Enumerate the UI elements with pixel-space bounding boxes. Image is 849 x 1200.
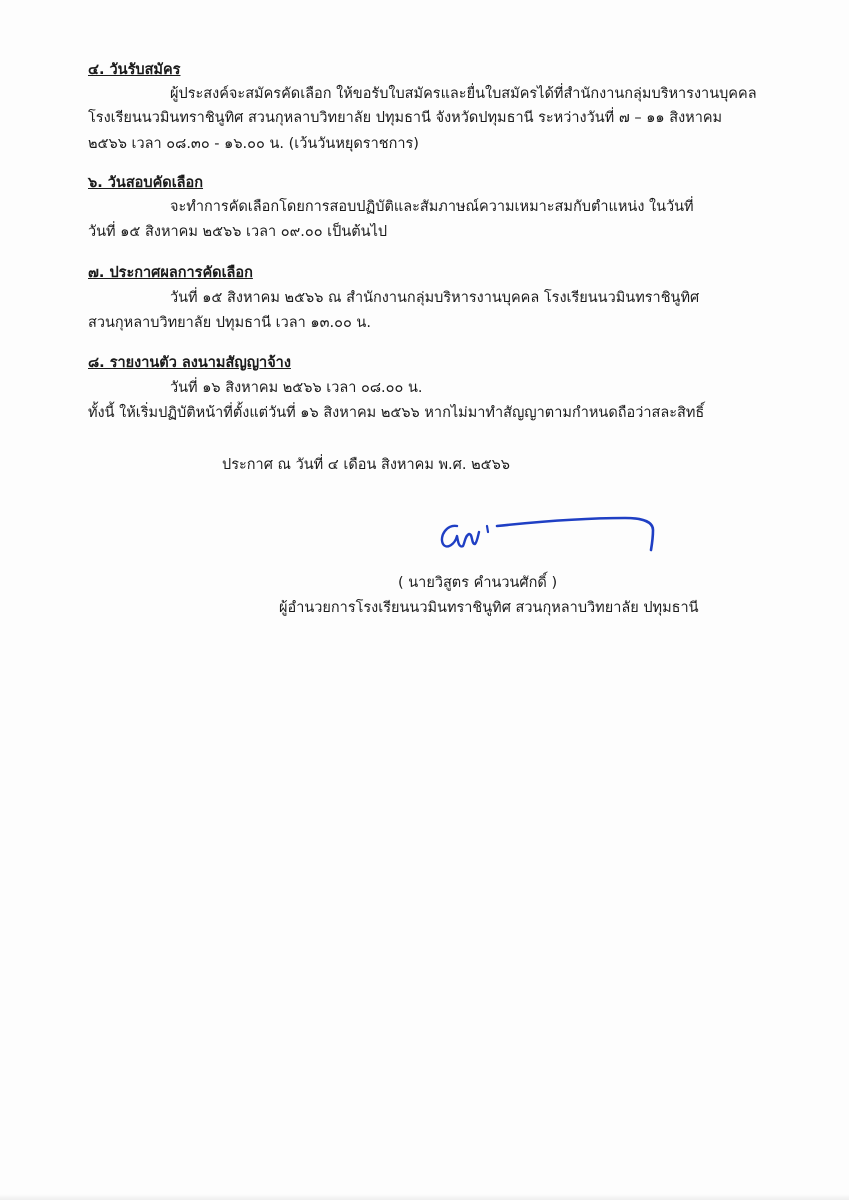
section-6-heading: ๖. วันสอบคัดเลือก: [88, 175, 204, 191]
section-8-line-1: วันที่ ๑๖ สิงหาคม ๒๕๖๖ เวลา ๐๘.๐๐ น.: [170, 380, 423, 396]
section-7-line-2: สวนกุหลาบวิทยาลัย ปทุมธานี เวลา ๑๓.๐๐ น.: [88, 315, 371, 331]
handwritten-signature: [435, 512, 665, 562]
section-8-heading: ๘. รายงานตัว ลงนามสัญญาจ้าง: [88, 355, 291, 371]
section-4-heading: ๔. วันรับสมัคร: [88, 62, 181, 78]
announcement-date: ประกาศ ณ วันที่ ๔ เดือน สิงหาคม พ.ศ. ๒๕๖๖: [222, 457, 511, 473]
scan-edge-shadow: [0, 1194, 849, 1200]
section-8-line-2: ทั้งนี้ ให้เริ่มปฏิบัติหน้าที่ตั้งแต่วันที่ ๑๖ สิงหาคม ๒๕๖๖ หากไม่มาทำสัญญาตามกำหนดถือว่าสละสิทธิ์: [88, 405, 705, 421]
section-6-line-1: จะทำการคัดเลือกโดยการสอบปฏิบัติและสัมภาษณ์ความเหมาะสมกับตำแหน่ง ในวันที่: [170, 199, 694, 215]
section-6-line-2: วันที่ ๑๕ สิงหาคม ๒๕๖๖ เวลา ๐๙.๐๐ เป็นต้นไป: [88, 224, 388, 240]
signatory-title: ผู้อำนวยการโรงเรียนนวมินทราชินูทิศ สวนกุหลาบวิทยาลัย ปทุมธานี: [279, 600, 699, 616]
section-7-line-1: วันที่ ๑๕ สิงหาคม ๒๕๖๖ ณ สำนักงานกลุ่มบริหารงานบุคคล โรงเรียนนวมินทราชินูทิศ: [170, 290, 700, 306]
signatory-name: ( นายวิสูตร คำนวนศักดิ์ ): [398, 575, 558, 591]
section-4-line-3: ๒๕๖๖ เวลา ๐๘.๓๐ - ๑๖.๐๐ น. (เว้นวันหยุดราชการ): [88, 136, 419, 152]
section-4-line-2: โรงเรียนนวมินทราชินูทิศ สวนกุหลาบวิทยาลัย ปทุมธานี จังหวัดปทุมธานี ระหว่างวันที่ ๗ – ๑๑ สิงหาคม: [88, 110, 723, 126]
section-7-heading: ๗. ประกาศผลการคัดเลือก: [88, 265, 253, 281]
section-4-line-1: ผู้ประสงค์จะสมัครคัดเลือก ให้ขอรับใบสมัครและยื่นใบสมัครได้ที่สำนักงานกลุ่มบริหารงานบุคคล: [170, 86, 757, 102]
